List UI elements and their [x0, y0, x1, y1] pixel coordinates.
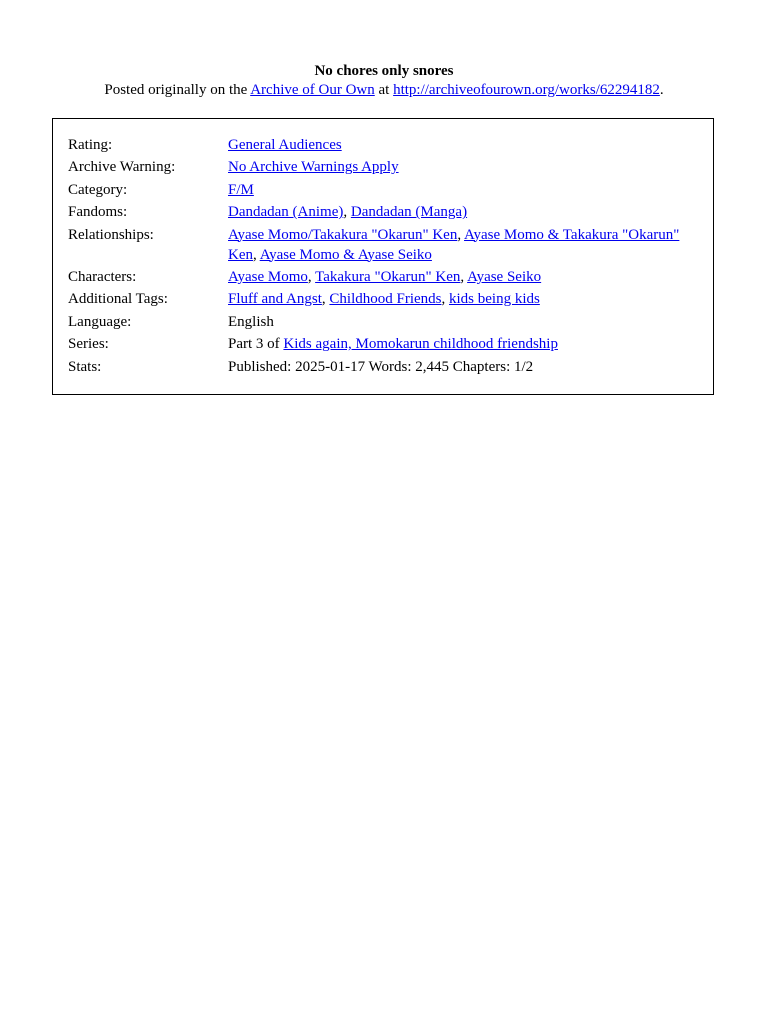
work-url-link[interactable]: http://archiveofourown.org/works/62294182 — [393, 82, 660, 98]
archive-link[interactable]: Archive of Our Own — [250, 82, 375, 98]
tag-separator: , — [343, 204, 351, 221]
tag-separator: , — [321, 291, 330, 308]
meta-row-characters — [68, 267, 698, 289]
additional-tags-value — [228, 289, 698, 311]
posted-suffix: . — [659, 82, 664, 98]
characters-value — [228, 267, 698, 289]
metadata-table — [68, 135, 698, 379]
warning-label: Archive Warning: — [68, 159, 176, 176]
posted-prefix: Posted originally on the — [104, 82, 251, 98]
category-label: Category: — [68, 181, 128, 198]
tag-separator: , — [460, 268, 468, 285]
meta-row-fandoms — [68, 202, 698, 224]
series-link[interactable]: Kids again, Momokarun childhood friendship — [283, 336, 558, 353]
tag-separator: , — [441, 291, 449, 308]
series-value — [228, 334, 698, 356]
metadata-box — [52, 118, 714, 395]
meta-row-additional-tags — [68, 289, 698, 311]
additional-tags-label: Additional Tags: — [68, 291, 168, 308]
character-tag[interactable]: Takakura "Okarun" Ken — [315, 268, 461, 285]
tag-separator: , — [307, 268, 316, 285]
work-title: No chores only snores — [314, 63, 454, 79]
relationships-label: Relationships: — [68, 226, 154, 243]
characters-label: Characters: — [68, 268, 137, 285]
freeform-tag[interactable]: Childhood Friends — [329, 291, 442, 308]
freeform-tag[interactable]: kids being kids — [449, 291, 540, 308]
meta-row-rating — [68, 135, 698, 157]
rating-value — [228, 135, 698, 157]
meta-row-relationships — [68, 225, 698, 267]
relationships-value — [228, 225, 698, 267]
category-value — [228, 180, 698, 202]
rating-label: Rating: — [68, 137, 113, 153]
language-label: Language: — [68, 313, 132, 330]
series-label: Series: — [68, 336, 109, 353]
meta-row-stats — [68, 357, 698, 379]
meta-row-category — [68, 180, 698, 202]
meta-row-series — [68, 334, 698, 356]
character-tag[interactable]: Ayase Seiko — [467, 268, 542, 285]
character-tag[interactable]: Ayase Momo — [228, 268, 308, 285]
relationship-tag[interactable]: Ayase Momo/Takakura "Okarun" Ken — [228, 226, 458, 243]
fandom-tag[interactable]: Dandadan (Manga) — [350, 204, 468, 221]
meta-row-language — [68, 312, 698, 334]
posted-line — [0, 81, 768, 100]
language-value: English — [228, 313, 274, 330]
series-prefix: Part 3 of — [228, 336, 284, 353]
fandoms-value — [228, 202, 698, 224]
fandom-tag[interactable]: Dandadan (Anime) — [228, 204, 344, 221]
rating-tag[interactable]: General Audiences — [228, 137, 342, 153]
relationship-tag[interactable]: Ayase Momo & Ayase Seiko — [259, 246, 432, 263]
stats-label: Stats: — [68, 358, 102, 375]
posted-middle: at — [374, 82, 394, 98]
warning-tag[interactable]: No Archive Warnings Apply — [228, 159, 399, 176]
relationship-tag[interactable]: Ayase Momo & Takakura "Okarun" Ken — [228, 226, 680, 263]
freeform-tag[interactable]: Fluff and Angst — [228, 291, 322, 308]
warning-value — [228, 157, 698, 179]
category-tag[interactable]: F/M — [228, 181, 254, 198]
tag-separator: , — [457, 226, 465, 243]
fandoms-label: Fandoms: — [68, 204, 128, 221]
tag-separator: , — [253, 246, 260, 263]
stats-value: Published: 2025-01-17 Words: 2,445 Chapters: 1/2 — [228, 358, 534, 375]
meta-row-warning — [68, 157, 698, 179]
